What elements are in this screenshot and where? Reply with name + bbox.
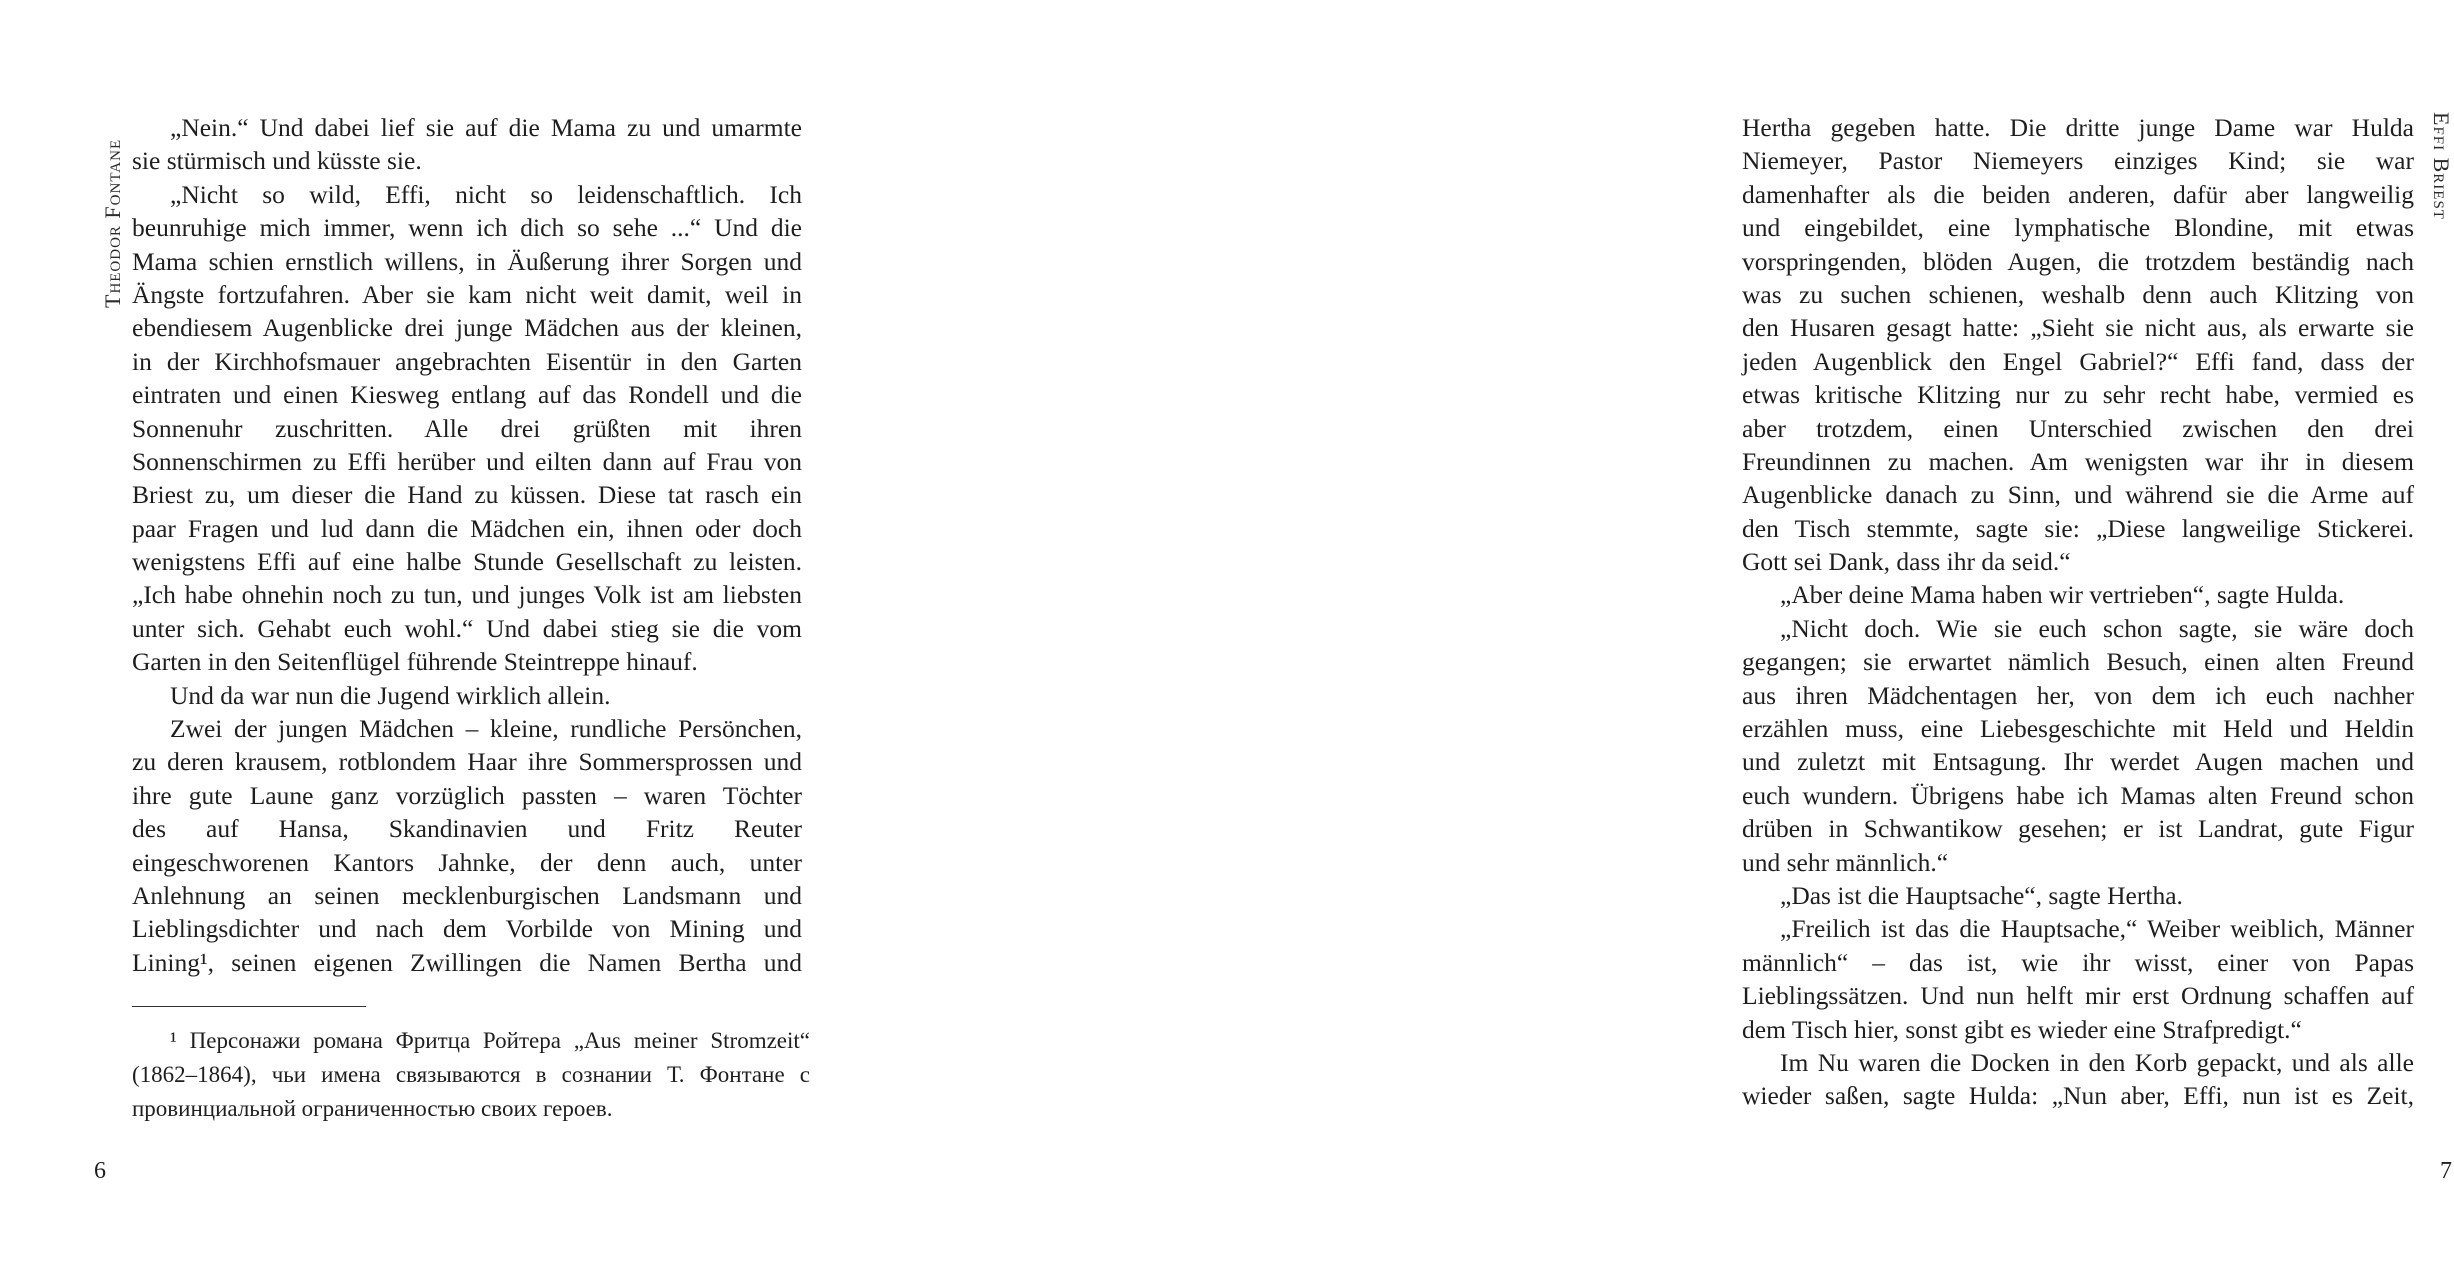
text-line: aus ihren Mädchentagen her, von dem ich euch nachher — [1742, 680, 2414, 710]
text-line: Lieblingssätzen. Und nun helft mir erst Ordnung schaffen auf — [1742, 981, 2414, 1011]
text-line: paar Fragen und lud dann die Mädchen ein, ihnen oder doch — [132, 513, 802, 543]
text-line: in der Kirchhofsmauer angebrachten Eisentür in den Garten — [132, 346, 802, 376]
text-line: gegangen; sie erwartet nämlich Besuch, einen alten Freund — [1742, 647, 2414, 677]
text-line: Augenblicke danach zu Sinn, und während sie die Arme auf — [1742, 480, 2414, 510]
text-line: „Ich habe ohnehin noch zu tun, und junges Volk ist am liebsten — [132, 580, 802, 610]
text-line: „Freilich ist das die Hauptsache,“ Weiber weiblich, Männer — [1780, 914, 2414, 944]
footnote — [132, 1024, 810, 1126]
text-line: erzählen muss, eine Liebesgeschichte mit Held und Heldin — [1742, 714, 2414, 744]
footnote-line: (1862–1864), чьи имена связываются в сознании Т. Фонтане с — [132, 1062, 810, 1087]
footnote-line: провинциальной ограниченностью своих героев. — [132, 1096, 613, 1121]
text-line: männlich“ – das ist, wie ihr wisst, einer von Papas — [1742, 947, 2414, 977]
text-line: Garten in den Seitenflügel führende Steintreppe hinauf. — [132, 647, 698, 677]
text-line: „Nein.“ Und dabei lief sie auf die Mama zu und umarmte — [170, 113, 802, 142]
footnote-divider — [132, 1006, 366, 1007]
text-line: und sehr männlich.“ — [1742, 847, 1949, 877]
running-head-title: Effi Briest — [2429, 112, 2454, 220]
text-line: Sonnenuhr zuschritten. Alle drei grüßten mit ihren — [132, 413, 802, 443]
text-line: „Das ist die Hauptsache“, sagte Hertha. — [1780, 880, 2183, 910]
text-line: wieder saßen, sagte Hulda: „Nun aber, Effi, nun ist es Zeit, — [1742, 1081, 2414, 1111]
text-line: und zuletzt mit Entsagung. Ihr werdet Augen machen und — [1742, 747, 2414, 777]
text-line: drüben in Schwantikow gesehen; er ist Landrat, gute Figur — [1742, 814, 2414, 844]
left-page — [0, 0, 842, 1276]
text-line: Sonnenschirmen zu Effi herüber und eilten dann auf Frau von — [132, 446, 802, 476]
text-line: Im Nu waren die Docken in den Korb gepackt, und als alle — [1780, 1047, 2414, 1077]
text-line: Freundinnen zu machen. Am wenigsten war ihr in diesem — [1742, 446, 2414, 476]
text-line: des auf Hansa, Skandinavien und Fritz Reuter — [132, 814, 802, 844]
text-line: Lieblingsdichter und nach dem Vorbilde von Mining und — [132, 914, 802, 944]
text-line: Mama schien ernstlich willens, in Äußerung ihrer Sorgen und — [132, 246, 802, 276]
text-line: Lining¹, seinen eigenen Zwillingen die Namen Bertha und — [132, 947, 802, 977]
right-page — [842, 0, 2454, 1276]
text-line: was zu suchen schienen, weshalb denn auch Klitzing von — [1742, 279, 2414, 309]
text-line: Ängste fortzufahren. Aber sie kam nicht weit damit, weil in — [132, 279, 802, 309]
text-line: und eingebildet, eine lymphatische Blondine, mit etwas — [1742, 213, 2414, 243]
text-line: jeden Augenblick den Engel Gabriel?“ Effi fand, dass der — [1742, 346, 2414, 376]
text-line: unter sich. Gehabt euch wohl.“ Und dabei stieg sie die vom — [132, 613, 802, 643]
right-page-body — [1742, 111, 2414, 1113]
footnote-line: ¹ Персонажи романа Фритца Ройтера „Aus meiner Stromzeit“ — [170, 1028, 810, 1053]
page-number-right: 7 — [2440, 1158, 2452, 1184]
text-line: „Nicht so wild, Effi, nicht so leidenschaftlich. Ich — [170, 179, 802, 209]
text-line: damenhafter als die beiden anderen, dafür aber langweilig — [1742, 179, 2414, 209]
text-line: eintraten und einen Kiesweg entlang auf das Rondell und die — [132, 380, 802, 410]
text-line: Zwei der jungen Mädchen – kleine, rundliche Persönchen, — [170, 714, 802, 744]
text-line: wenigstens Effi auf eine halbe Stunde Gesellschaft zu leisten. — [132, 547, 802, 577]
text-line: den Tisch stemmte, sagte sie: „Diese langweilige Stickerei. — [1742, 513, 2414, 543]
text-line: beunruhige mich immer, wenn ich dich so sehe ...“ Und die — [132, 213, 802, 243]
text-line: vorspringenden, blöden Augen, die trotzdem beständig nach — [1742, 246, 2414, 276]
text-line: aber trotzdem, einen Unterschied zwischen den drei — [1742, 413, 2414, 443]
text-line: Briest zu, um dieser die Hand zu küssen. Diese tat rasch ein — [132, 480, 802, 510]
text-line: den Husaren gesagt hatte: „Sieht sie nicht aus, als erwarte sie — [1742, 313, 2414, 343]
text-line: dem Tisch hier, sonst gibt es wieder eine Strafpredigt.“ — [1742, 1014, 2302, 1044]
text-line: Hertha gegeben hatte. Die dritte junge Dame war Hulda — [1742, 113, 2414, 142]
running-head-author: Theodor Fontane — [100, 138, 125, 308]
text-line: Anlehnung an seinen mecklenburgischen Landsmann und — [132, 880, 802, 910]
text-line: Niemeyer, Pastor Niemeyers einziges Kind; sie war — [1742, 146, 2414, 176]
page-number-left: 6 — [94, 1158, 106, 1184]
text-line: Gott sei Dank, dass ihr da seid.“ — [1742, 547, 2071, 577]
text-line: Und da war nun die Jugend wirklich allein. — [170, 680, 611, 710]
left-page-body — [132, 111, 802, 979]
text-line: ebendiesem Augenblicke drei junge Mädchen aus der kleinen, — [132, 313, 802, 343]
text-line: eingeschworenen Kantors Jahnke, der denn auch, unter — [132, 847, 802, 877]
text-line: etwas kritische Klitzing nur zu sehr recht habe, vermied es — [1742, 380, 2414, 410]
text-line: ihre gute Laune ganz vorzüglich passten – waren Töchter — [132, 780, 802, 810]
text-line: sie stürmisch und küsste sie. — [132, 146, 422, 176]
text-line: „Aber deine Mama haben wir vertrieben“, sagte Hulda. — [1780, 580, 2345, 610]
text-line: zu deren krausem, rotblondem Haar ihre Sommersprossen und — [132, 747, 802, 777]
text-line: „Nicht doch. Wie sie euch schon sagte, sie wäre doch — [1780, 613, 2414, 643]
text-line: euch wundern. Übrigens habe ich Mamas alten Freund schon — [1742, 780, 2414, 810]
